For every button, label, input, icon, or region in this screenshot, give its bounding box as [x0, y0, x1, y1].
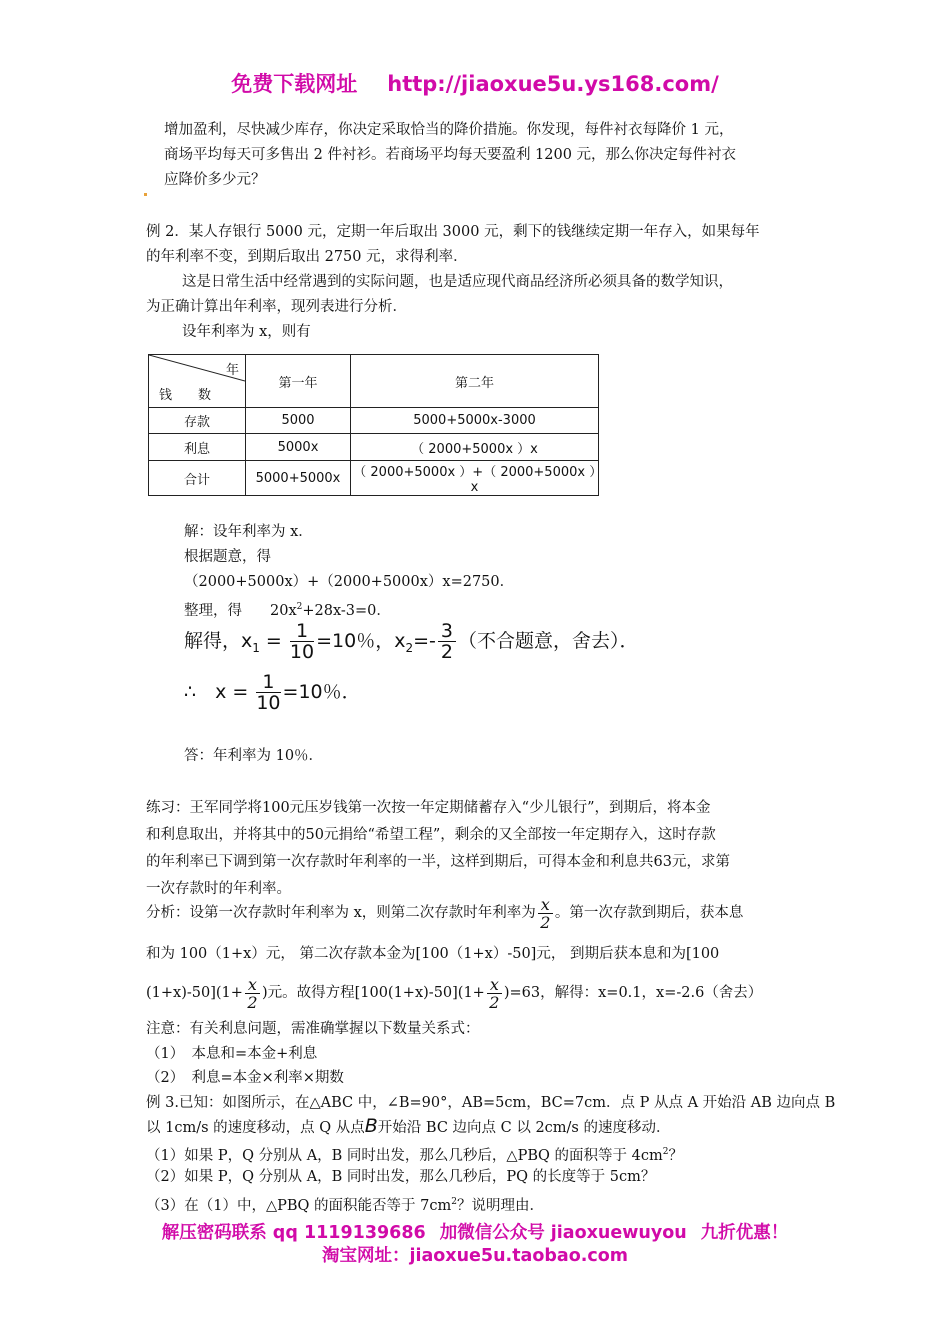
- table-row: [149, 461, 599, 496]
- table-cell: 5000+5000x: [246, 461, 351, 496]
- table-cell: （ 2000+5000x ）x: [351, 434, 599, 461]
- analysis-line: [146, 892, 743, 934]
- fraction-denominator: 10: [289, 641, 315, 663]
- interest-table: [148, 354, 599, 496]
- fraction-numerator: x: [538, 896, 553, 914]
- intro-paragraph: [164, 118, 736, 193]
- math-text: =-: [413, 630, 436, 652]
- question-text: （1）如果 P，Q 分别从 A，B 同时出发，那么几秒后，△PBQ 的面积等于 4cm: [146, 1148, 663, 1164]
- table-cell: （ 2000+5000x ）+（ 2000+5000x ）x: [351, 461, 599, 496]
- example2-line: 这是日常生活中经常遇到的实际问题，也是适应现代商品经济所必须具备的数学知识，: [182, 274, 733, 290]
- exercise-paragraph: [146, 795, 730, 903]
- analysis-text: )=63，解得：x=0.1，x=-2.6（舍去）: [503, 985, 763, 1001]
- equation-term: 20x: [270, 603, 297, 619]
- math-text: （不合题意，舍去）．: [457, 630, 639, 652]
- table-corner-cell: [149, 355, 246, 408]
- example3-text: 以 1cm/s 的速度移动，点 Q 从点: [146, 1120, 365, 1136]
- math-text: 解得，x: [184, 630, 253, 652]
- analysis-line: 和为 100（1+x）元， 第二次存款本金为[100（1+x）-50]元， 到期后获本息和为[100: [146, 946, 720, 962]
- note-item: （1） 本息和=本金+利息: [146, 1046, 318, 1062]
- footer-contact: [0, 1219, 950, 1244]
- exercise-line: 的年利率已下调到第一次存款时年利率的一半，这样到期后，可得本金和利息共63元，求第: [146, 854, 730, 870]
- example2-line: 例 2．某人存银行 5000 元，定期一年后取出 3000 元，剩下的钱继续定期一年存入，如果每年: [146, 224, 760, 240]
- subscript: 2: [405, 640, 414, 655]
- fraction: [290, 621, 314, 662]
- fraction-numerator: x: [245, 976, 260, 994]
- analysis-text: 。第一次存款到期后，获本息: [554, 905, 744, 921]
- table-cell: 存款: [149, 408, 246, 434]
- fraction: [256, 672, 280, 713]
- table-row: [149, 434, 599, 461]
- exercise-line: 和利息取出，并将其中的50元捐给“希望工程”，剩余的又全部按一年定期存入，这时存款: [146, 827, 716, 843]
- intro-line: 商场平均每天可多售出 2 件衬衫。若商场平均每天要盈利 1200 元，那么你决定每件衬衣: [164, 147, 737, 163]
- fraction: [245, 976, 260, 1011]
- table-header: 第二年: [351, 355, 599, 408]
- math-text: =10％，x: [316, 630, 406, 652]
- header-url-link[interactable]: http://jiaoxue5u.ys168.com/: [387, 72, 719, 96]
- intro-line: 应降价多少元？: [164, 172, 266, 188]
- subscript: 1: [252, 640, 260, 655]
- solution-text: 整理，得: [184, 603, 242, 619]
- math-line-therefore: [184, 672, 361, 713]
- solution-line: 根据题意，得: [184, 549, 271, 565]
- table-cell: 合计: [149, 461, 246, 496]
- fraction-denominator: 2: [540, 912, 551, 932]
- footer-wechat: 加微信公众号 jiaoxuewuyou: [439, 1223, 687, 1243]
- solution-line: （2000+5000x）+（2000+5000x）x=2750．: [184, 574, 515, 590]
- fraction-denominator: 10: [256, 692, 281, 714]
- exponent: 2: [662, 1147, 669, 1157]
- question-text: （3）在（1）中，△PBQ 的面积能否等于 7cm: [146, 1198, 452, 1214]
- analysis-text: 分析：设第一次存款时年利率为 x，则第二次存款时年利率为: [146, 905, 536, 921]
- corner-label-year: 年: [225, 363, 239, 378]
- analysis-text: (1+x)-50](1+: [146, 985, 243, 1001]
- fraction-numerator: 1: [256, 672, 280, 693]
- footer-discount: 九折优惠！: [700, 1223, 789, 1243]
- table-cell: 5000+5000x-3000: [351, 408, 599, 434]
- fraction: [538, 896, 553, 931]
- example2-line: 的年利率不变，到期后取出 2750 元，求得利率．: [146, 249, 468, 265]
- math-text: ∴ x =: [184, 681, 249, 703]
- math-text: =10％．: [282, 681, 361, 703]
- exercise-line: 练习：王军同学将100元压岁钱第一次按一年定期储蓄存入“少儿银行”，到期后，将本金: [146, 800, 711, 816]
- question-text: ？: [668, 1148, 683, 1164]
- fraction-denominator: 2: [247, 992, 258, 1012]
- footer-taobao-link[interactable]: 淘宝网址：jiaoxue5u.taobao.com: [321, 1246, 629, 1266]
- solution-line: [184, 595, 391, 624]
- exercise-line: 一次存款时的年利率。: [146, 881, 291, 897]
- note-item: （2） 利息=本金×利率×期数: [146, 1070, 344, 1086]
- fraction-numerator: 3: [438, 621, 456, 642]
- table-header: 第一年: [246, 355, 351, 408]
- fraction-denominator: 2: [440, 641, 453, 663]
- fraction-numerator: 1: [290, 621, 314, 642]
- analysis-line: [146, 972, 762, 1014]
- table-cell: 利息: [149, 434, 246, 461]
- fraction-denominator: 2: [489, 992, 500, 1012]
- example2-line: 为正确计算出年利率，现列表进行分析．: [146, 299, 407, 315]
- example3-line: 例 3.已知：如图所示，在△ABC 中，∠B=90°，AB=5cm，BC=7cm．点 P 从点 A 开始沿 AB 边向点 B: [146, 1095, 836, 1111]
- table-cell: 5000: [246, 408, 351, 434]
- math-line-solutions: 解得，$x_1$ = $\frac{1}{10}$ =10％，$x_2=-$ $\frac{3}{2}$ （不合题意，舍去）．: [184, 620, 639, 663]
- table-cell: 5000x: [246, 434, 351, 461]
- example3-text: 开始沿 BC 边向点 C 以 2cm/s 的速度移动．: [377, 1120, 671, 1136]
- decorative-dot: [144, 193, 147, 196]
- example3-question: [146, 1190, 544, 1219]
- answer-line: 答：年利率为 10％．: [184, 748, 324, 764]
- example3-line: [146, 1114, 671, 1141]
- analysis-text: )元。故得方程[100(1+x)-50](1+: [261, 985, 485, 1001]
- point-b-label: B: [364, 1115, 378, 1137]
- example3-question: （2）如果 P，Q 分别从 A，B 同时出发，那么几秒后，PQ 的长度等于 5cm？: [146, 1169, 656, 1185]
- example2-line: 设年利率为 x，则有: [182, 324, 311, 340]
- fraction-numerator: x: [487, 976, 502, 994]
- corner-label-money: 钱 数: [159, 388, 212, 403]
- equation-rest: +28x-3=0．: [302, 603, 391, 619]
- footer-qq: 解压密码联系 qq 1119139686: [161, 1223, 426, 1243]
- page-header: [0, 68, 950, 98]
- header-label: 免费下载网址: [231, 72, 358, 96]
- question-text: ？说明理由．: [456, 1198, 544, 1214]
- note-title: 注意：有关利息问题，需准确掌握以下数量关系式：: [146, 1021, 480, 1037]
- table-row: [149, 408, 599, 434]
- fraction: [487, 976, 502, 1011]
- exponent: 2: [296, 602, 303, 612]
- fraction: [438, 621, 456, 662]
- exponent: 2: [451, 1197, 457, 1207]
- solution-line: 解：设年利率为 x．: [184, 524, 313, 540]
- intro-line: 增加盈利，尽快减少库存，你决定采取恰当的降价措施。你发现，每件衬衣每降价 1 元，: [164, 122, 734, 138]
